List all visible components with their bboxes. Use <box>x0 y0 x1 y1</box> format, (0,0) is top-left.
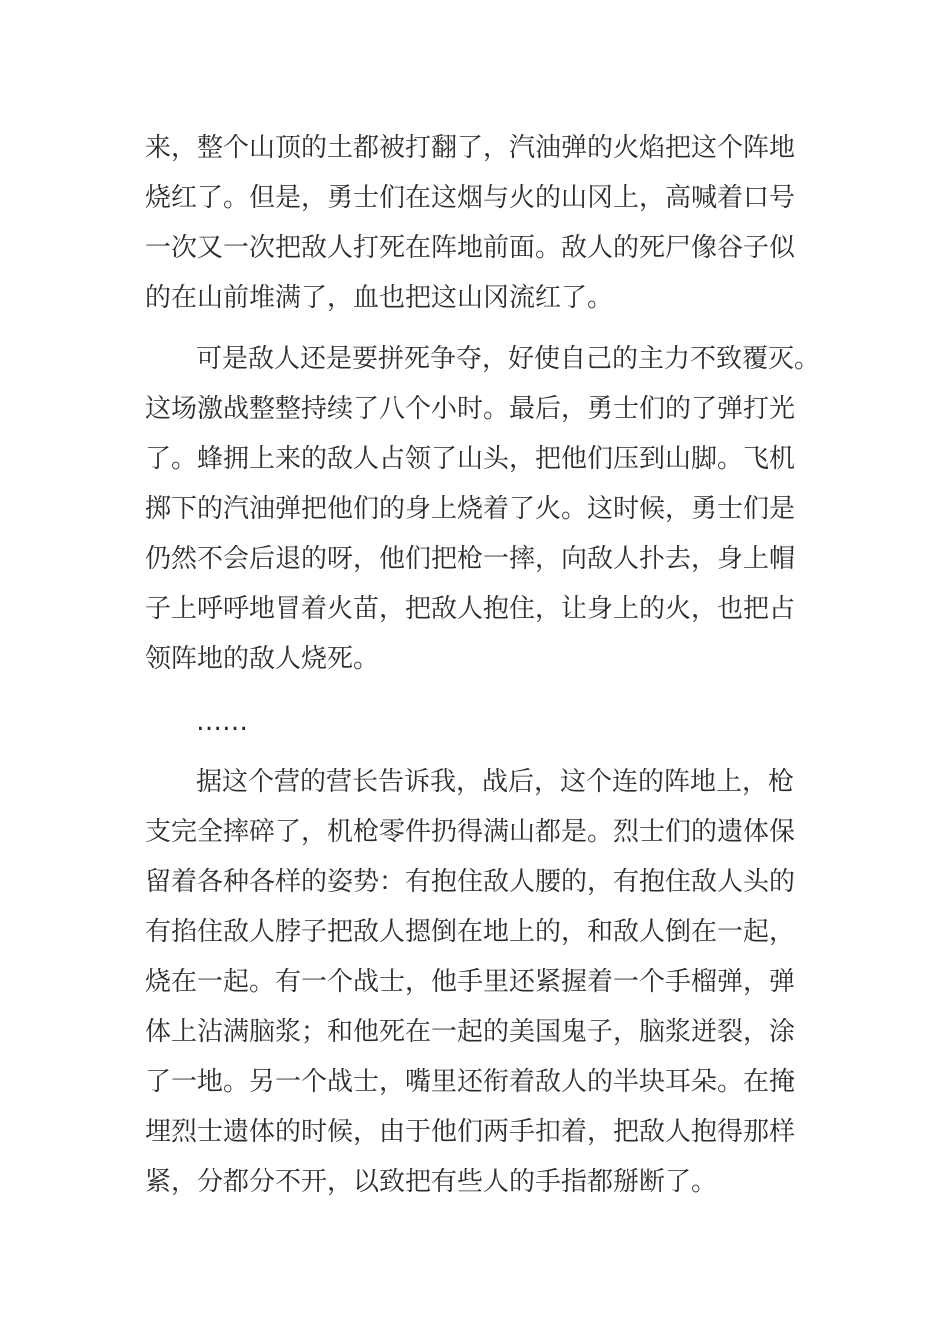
paragraph-2-line-7: 领阵地的敌人烧死。 <box>145 644 380 674</box>
paragraph-4-line-7: 了一地。另一个战士，嘴里还衔着敌人的半块耳朵。在掩 <box>145 1067 796 1097</box>
paragraph-1-line-4: 的在山前堆满了，血也把这山冈流红了。 <box>145 283 614 313</box>
paragraph-1-line-2: 烧红了。但是，勇士们在这烟与火的山冈上，高喊着口号 <box>145 183 796 213</box>
ellipsis-paragraph: …… <box>196 707 248 737</box>
paragraph-1-line-3: 一次又一次把敌人打死在阵地前面。敌人的死尸像谷子似 <box>145 233 796 263</box>
paragraph-1-line-1: 来，整个山顶的土都被打翻了，汽油弹的火焰把这个阵地 <box>145 133 796 163</box>
paragraph-4-line-5: 烧在一起。有一个战士，他手里还紧握着一个手榴弹，弹 <box>145 967 796 997</box>
paragraph-4-line-6: 体上沾满脑浆；和他死在一起的美国鬼子，脑浆迸裂，涂 <box>145 1017 796 1047</box>
paragraph-2-line-2: 这场激战整整持续了八个小时。最后，勇士们的了弹打光 <box>145 394 796 424</box>
paragraph-4-line-9: 紧，分都分不开，以致把有些人的手指都掰断了。 <box>145 1167 718 1197</box>
paragraph-4-line-2: 支完全摔碎了，机枪零件扔得满山都是。烈士们的遗体保 <box>145 817 796 847</box>
paragraph-4-line-1: 据这个营的营长告诉我，战后，这个连的阵地上，枪 <box>196 767 795 797</box>
paragraph-2-line-4: 掷下的汽油弹把他们的身上烧着了火。这时候，勇士们是 <box>145 494 796 524</box>
paragraph-2-line-5: 仍然不会后退的呀，他们把枪一摔，向敌人扑去，身上帽 <box>145 544 796 574</box>
paragraph-2-line-1: 可是敌人还是要拼死争夺，好使自己的主力不致覆灭。 <box>196 344 821 374</box>
paragraph-2-line-3: 了。蜂拥上来的敌人占领了山头，把他们压到山脚。飞机 <box>145 444 796 474</box>
paragraph-4-line-3: 留着各种各样的姿势：有抱住敌人腰的，有抱住敌人头的 <box>145 867 796 897</box>
paragraph-4-line-4: 有掐住敌人脖子把敌人摁倒在地上的，和敌人倒在一起， <box>145 917 796 947</box>
paragraph-2-line-6: 子上呼呼地冒着火苗，把敌人抱住，让身上的火，也把占 <box>145 594 796 624</box>
paragraph-4-line-8: 埋烈士遗体的时候，由于他们两手扣着，把敌人抱得那样 <box>145 1117 796 1147</box>
